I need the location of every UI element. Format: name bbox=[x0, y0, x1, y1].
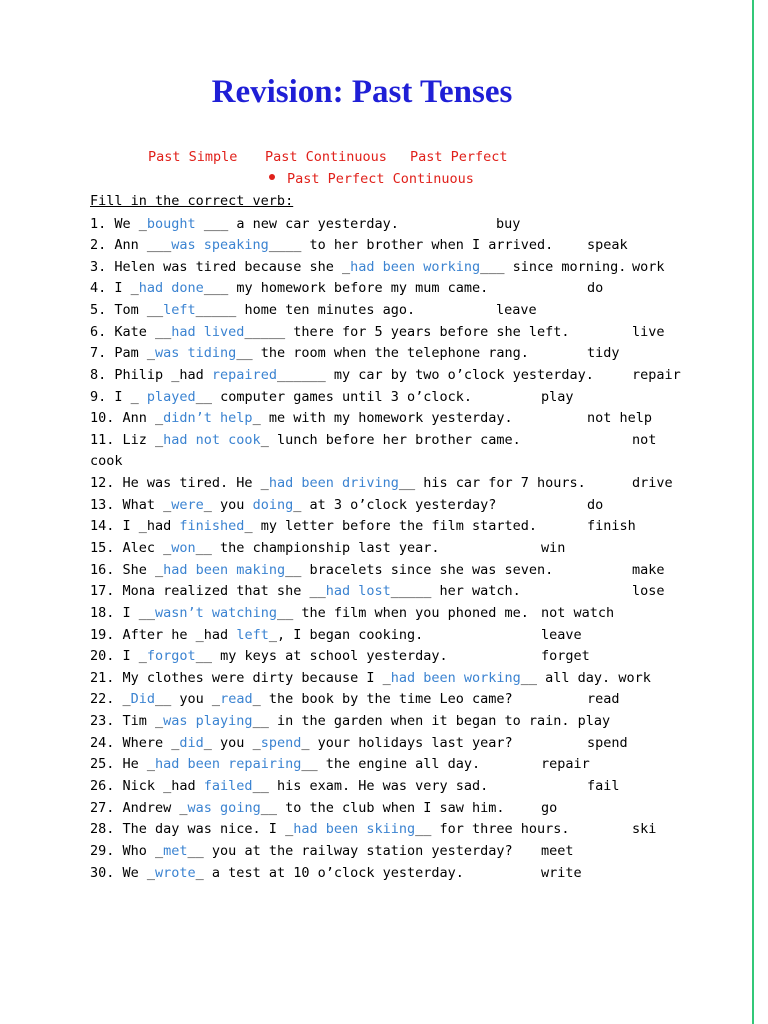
base-verb: write bbox=[541, 865, 582, 881]
item-text: 13. What _ bbox=[90, 497, 172, 513]
item-text: 6. Kate __ bbox=[90, 324, 172, 340]
answer: won bbox=[171, 540, 196, 556]
item-text: 9. I _ bbox=[90, 389, 147, 405]
exercise-item bbox=[90, 841, 513, 861]
item-text: __ computer games until 3 o’clock. bbox=[195, 389, 473, 405]
answer: doing bbox=[252, 497, 294, 513]
answer: did bbox=[179, 735, 204, 751]
answer: Did bbox=[130, 691, 156, 707]
item-text: 29. Who _ bbox=[90, 843, 164, 859]
item-text: _ you _ bbox=[203, 735, 261, 751]
exercise-item bbox=[90, 257, 626, 277]
item-text: __ the championship last year. bbox=[195, 540, 440, 556]
answer: forgot bbox=[146, 648, 196, 664]
answer: was speaking bbox=[171, 237, 269, 253]
item-text: 2. Ann ___ bbox=[90, 237, 172, 253]
base-verb: not help bbox=[587, 410, 653, 426]
base-verb: play bbox=[541, 389, 574, 405]
item-text: 24. Where _ bbox=[90, 735, 180, 751]
exercise-item bbox=[90, 733, 513, 753]
exercise-item bbox=[90, 430, 521, 450]
exercise-item-wrap: cook bbox=[90, 453, 123, 469]
exercise-item bbox=[90, 300, 415, 320]
exercise-item bbox=[90, 863, 464, 883]
answer: had been repairing bbox=[155, 756, 302, 772]
base-verb: ski bbox=[632, 821, 657, 837]
item-text: 5. Tom __ bbox=[90, 302, 164, 318]
answer: left bbox=[236, 627, 269, 643]
item-text: __ his exam. He was very sad. bbox=[252, 778, 489, 794]
answer: repaired bbox=[211, 367, 277, 383]
base-verb: buy bbox=[496, 216, 521, 232]
base-verb: live bbox=[632, 324, 665, 340]
answer: bought bbox=[146, 216, 196, 232]
item-text: _ lunch before her brother came. bbox=[260, 432, 521, 448]
base-verb: finish bbox=[587, 518, 636, 534]
item-text: 16. She _ bbox=[90, 562, 164, 578]
exercise-item bbox=[90, 235, 553, 255]
item-text: 4. I _ bbox=[90, 280, 139, 296]
answer: was playing bbox=[163, 713, 253, 729]
exercise-item bbox=[90, 798, 505, 818]
exercise-item bbox=[90, 689, 513, 709]
item-text: 14. I _had bbox=[90, 518, 180, 534]
item-text: 10. Ann _ bbox=[90, 410, 164, 426]
page-title: Revision: Past Tenses bbox=[211, 74, 513, 110]
item-text: 22. _ bbox=[90, 691, 131, 707]
exercise-item bbox=[90, 408, 513, 428]
page-margin-rule bbox=[752, 0, 754, 1024]
exercise-item bbox=[90, 214, 399, 234]
item-text: ___ since morning. bbox=[480, 259, 627, 275]
item-text: __ the room when the telephone rang. bbox=[236, 345, 529, 361]
item-text: 30. We _ bbox=[90, 865, 156, 881]
item-text: 8. Philip _had bbox=[90, 367, 212, 383]
item-text: ___ a new car yesterday. bbox=[195, 216, 399, 232]
item-text: _ you bbox=[203, 497, 253, 513]
item-text: ___ my homework before my mum came. bbox=[203, 280, 489, 296]
item-text: __ the film when you phoned me. bbox=[276, 605, 529, 621]
answer: had done bbox=[138, 280, 204, 296]
item-text: _ the book by the time Leo came? bbox=[252, 691, 513, 707]
exercise-item bbox=[90, 625, 423, 645]
item-text: __ all day. work bbox=[520, 670, 651, 686]
exercise-item bbox=[90, 581, 521, 601]
item-text: ____ to her brother when I arrived. bbox=[268, 237, 554, 253]
answer: had been making bbox=[163, 562, 286, 578]
base-verb: tidy bbox=[587, 345, 620, 361]
answer: wasn’t watching bbox=[155, 605, 277, 621]
exercise-item bbox=[90, 560, 553, 580]
base-verb: speak bbox=[587, 237, 628, 253]
item-text: __ the engine all day. bbox=[301, 756, 481, 772]
exercise-item bbox=[90, 668, 651, 688]
answer: spend bbox=[260, 735, 302, 751]
base-verb: fail bbox=[587, 778, 620, 794]
tense-past-perfect-continuous-label: Past Perfect Continuous bbox=[287, 171, 474, 187]
item-text: _ at 3 o’clock yesterday? bbox=[293, 497, 497, 513]
bullet-icon bbox=[269, 174, 275, 180]
tense-past-simple: Past Simple bbox=[148, 149, 238, 165]
answer: had not cook bbox=[163, 432, 261, 448]
answer: had been skiing bbox=[293, 821, 416, 837]
tense-past-continuous: Past Continuous bbox=[265, 149, 387, 165]
answer: was tiding bbox=[155, 345, 237, 361]
item-text: 11. Liz _ bbox=[90, 432, 164, 448]
exercise-item bbox=[90, 646, 448, 666]
item-text: 1. We _ bbox=[90, 216, 147, 232]
exercise-item bbox=[90, 538, 440, 558]
item-text: _____ there for 5 years before she left. bbox=[244, 324, 570, 340]
base-verb: leave bbox=[541, 627, 582, 643]
item-text: 25. He _ bbox=[90, 756, 156, 772]
base-verb: repair bbox=[541, 756, 590, 772]
exercise-item bbox=[90, 473, 586, 493]
item-text: ______ my car by two o’clock yesterday. bbox=[276, 367, 594, 383]
item-text: 26. Nick _had bbox=[90, 778, 204, 794]
answer: had been driving bbox=[268, 475, 399, 491]
base-verb: drive bbox=[632, 475, 673, 491]
item-text: 19. After he _had bbox=[90, 627, 237, 643]
base-verb: read bbox=[587, 691, 620, 707]
base-verb: lose bbox=[632, 583, 665, 599]
item-text: __ you _ bbox=[155, 691, 221, 707]
item-text: 21. My clothes were dirty because I _ bbox=[90, 670, 391, 686]
base-verb: go bbox=[541, 800, 558, 816]
tense-past-perfect: Past Perfect bbox=[410, 149, 508, 165]
exercise-item bbox=[90, 516, 537, 536]
answer: had been working bbox=[350, 259, 481, 275]
item-text: _ me with my homework yesterday. bbox=[252, 410, 513, 426]
base-verb: not bbox=[632, 432, 657, 448]
item-text: __ you at the railway station yesterday? bbox=[187, 843, 513, 859]
answer: failed bbox=[203, 778, 253, 794]
item-text: 7. Pam _ bbox=[90, 345, 156, 361]
item-text: 18. I __ bbox=[90, 605, 156, 621]
base-verb: not watch bbox=[541, 605, 615, 621]
answer: was going bbox=[187, 800, 261, 816]
answer: were bbox=[171, 497, 204, 513]
exercise-item bbox=[90, 322, 570, 342]
answer: wrote bbox=[155, 865, 196, 881]
item-text: 23. Tim _ bbox=[90, 713, 164, 729]
item-text: __ his car for 7 hours. bbox=[398, 475, 586, 491]
item-text: 17. Mona realized that she __ bbox=[90, 583, 326, 599]
base-verb: do bbox=[587, 280, 604, 296]
item-text: __ for three hours. bbox=[415, 821, 570, 837]
instruction: Fill in the correct verb: bbox=[90, 193, 294, 209]
base-verb: repair bbox=[632, 367, 681, 383]
answer: played bbox=[146, 389, 196, 405]
item-text: _____ her watch. bbox=[390, 583, 521, 599]
exercise-item bbox=[90, 343, 529, 363]
item-text: 12. He was tired. He _ bbox=[90, 475, 269, 491]
answer: left bbox=[163, 302, 196, 318]
answer: had lived bbox=[171, 324, 245, 340]
tense-past-perfect-continuous bbox=[269, 171, 474, 187]
answer: finished bbox=[179, 518, 245, 534]
item-text: 15. Alec _ bbox=[90, 540, 172, 556]
base-verb: work bbox=[632, 259, 665, 275]
item-text: 28. The day was nice. I _ bbox=[90, 821, 294, 837]
exercise-item bbox=[90, 711, 610, 731]
base-verb: leave bbox=[496, 302, 537, 318]
base-verb: meet bbox=[541, 843, 574, 859]
item-text: _ my letter before the film started. bbox=[244, 518, 538, 534]
answer: had been working bbox=[390, 670, 521, 686]
item-text: __ bracelets since she was seven. bbox=[285, 562, 554, 578]
item-text: __ to the club when I saw him. bbox=[260, 800, 505, 816]
base-verb: forget bbox=[541, 648, 590, 664]
exercise-item bbox=[90, 819, 570, 839]
exercise-item bbox=[90, 754, 480, 774]
exercise-item bbox=[90, 387, 472, 407]
answer: met bbox=[163, 843, 188, 859]
item-text: 20. I _ bbox=[90, 648, 147, 664]
base-verb: make bbox=[632, 562, 665, 578]
answer: didn’t help bbox=[163, 410, 253, 426]
exercise-item bbox=[90, 278, 488, 298]
item-text: _, I began cooking. bbox=[268, 627, 424, 643]
base-verb: spend bbox=[587, 735, 628, 751]
answer: read bbox=[220, 691, 253, 707]
base-verb: win bbox=[541, 540, 566, 556]
exercise-item bbox=[90, 495, 496, 515]
item-text: _ a test at 10 o’clock yesterday. bbox=[195, 865, 464, 881]
item-text: 3. Helen was tired because she _ bbox=[90, 259, 351, 275]
item-text: 27. Andrew _ bbox=[90, 800, 188, 816]
base-verb: do bbox=[587, 497, 604, 513]
item-text: __ my keys at school yesterday. bbox=[195, 648, 448, 664]
exercise-item bbox=[90, 365, 594, 385]
answer: had lost bbox=[325, 583, 391, 599]
item-text: _____ home ten minutes ago. bbox=[195, 302, 416, 318]
exercise-item bbox=[90, 776, 488, 796]
exercise-item bbox=[90, 603, 529, 623]
item-text: __ in the garden when it began to rain. play bbox=[252, 713, 611, 729]
item-text: _ your holidays last year? bbox=[301, 735, 513, 751]
